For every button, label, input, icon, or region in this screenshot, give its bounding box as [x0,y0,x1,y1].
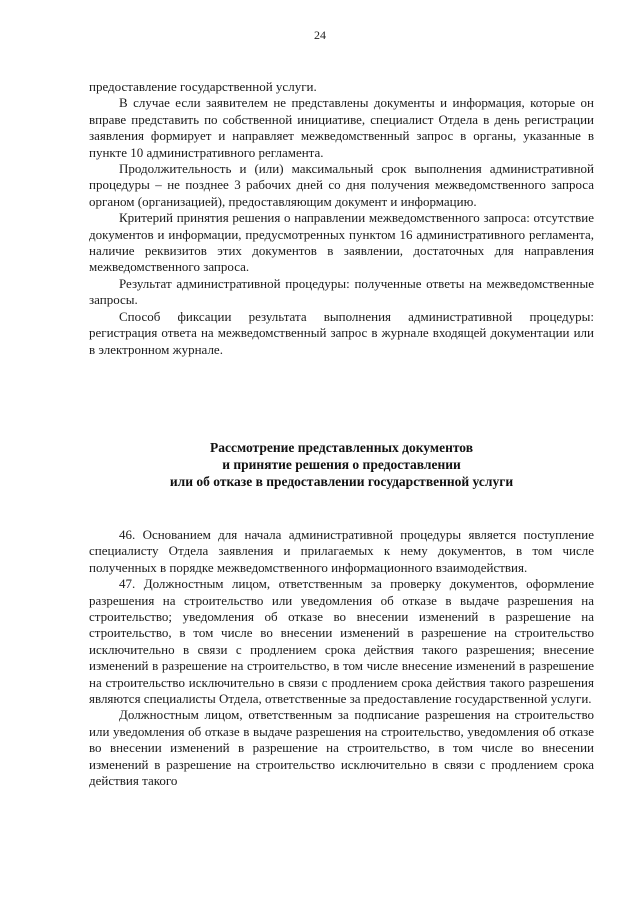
section-heading [89,439,594,490]
text-block-review [89,527,594,790]
paragraph: 47. Должностным лицом, ответственным за проверку документов, оформление разрешения на строительство или уведомления об отказе в выдаче разрешения на строительство; уведомления об отказе во внесении изменений в разрешение на строительство, в том числе во внесении изменений в разрешение на строительство исключительно в связи с продлением срока действия такого разрешения; внесение изменений в разрешение на строительство, в том числе внесение изменений в разрешение на строительство исключительно в связи с продлением срока действия такого разрешения являются специалисты Отдела, ответственные за предоставление государственной услуги. [89,576,594,707]
page-number: 24 [314,28,326,42]
heading-line: и принятие решения о предоставлении [222,457,461,472]
paragraph: Способ фиксации результата выполнения административной процедуры: регистрация ответа на межведомственный запрос в журнале входящей документации или в электронном журнале. [89,308,594,357]
paragraph: В случае если заявителем не представлены документы и информация, которые он вправе представить по собственной инициативе, специалист Отдела в день регистрации заявления формирует и направляет межведомственный запрос в органы, указанные в пункте 10 административного регламента. [89,95,594,160]
paragraph: Должностным лицом, ответственным за подписание разрешения на строительство или уведомления об отказе в выдаче разрешения на строительство, уведомления об отказе во внесении изменений в разрешение на строительство, в том числе во внесении изменений в разрешение на строительство исключительно в связи с продлением срока действия такого [89,707,594,789]
heading-line: или об отказе в предоставлении государственной услуги [169,474,514,489]
paragraph: 46. Основанием для начала административной процедуры является поступление специалисту Отдела заявления и прилагаемых к нему документов, в том числе полученных в порядке межведомственного информационного взаимодействия. [89,527,594,575]
paragraph: Продолжительность и (или) максимальный срок выполнения административной процедуры – не позднее 3 рабочих дней со дня получения межведомственного запроса органом (организацией), предоставляющим документ и информацию. [89,161,594,209]
paragraph: предоставление государственной услуги. [89,79,317,94]
paragraph: Результат административной процедуры: полученные ответы на межведомственные запросы. [89,275,594,308]
paragraph: Критерий принятия решения о направлении межведомственного запроса: отсутствие документов и информации, предусмотренных пунктом 16 административного регламента, наличие реквизитов этих документов в заявлении, достаточных для направления межведомственного запроса. [89,210,594,275]
heading-line: Рассмотрение представленных документов [209,440,474,455]
text-block-procedure [89,79,594,358]
